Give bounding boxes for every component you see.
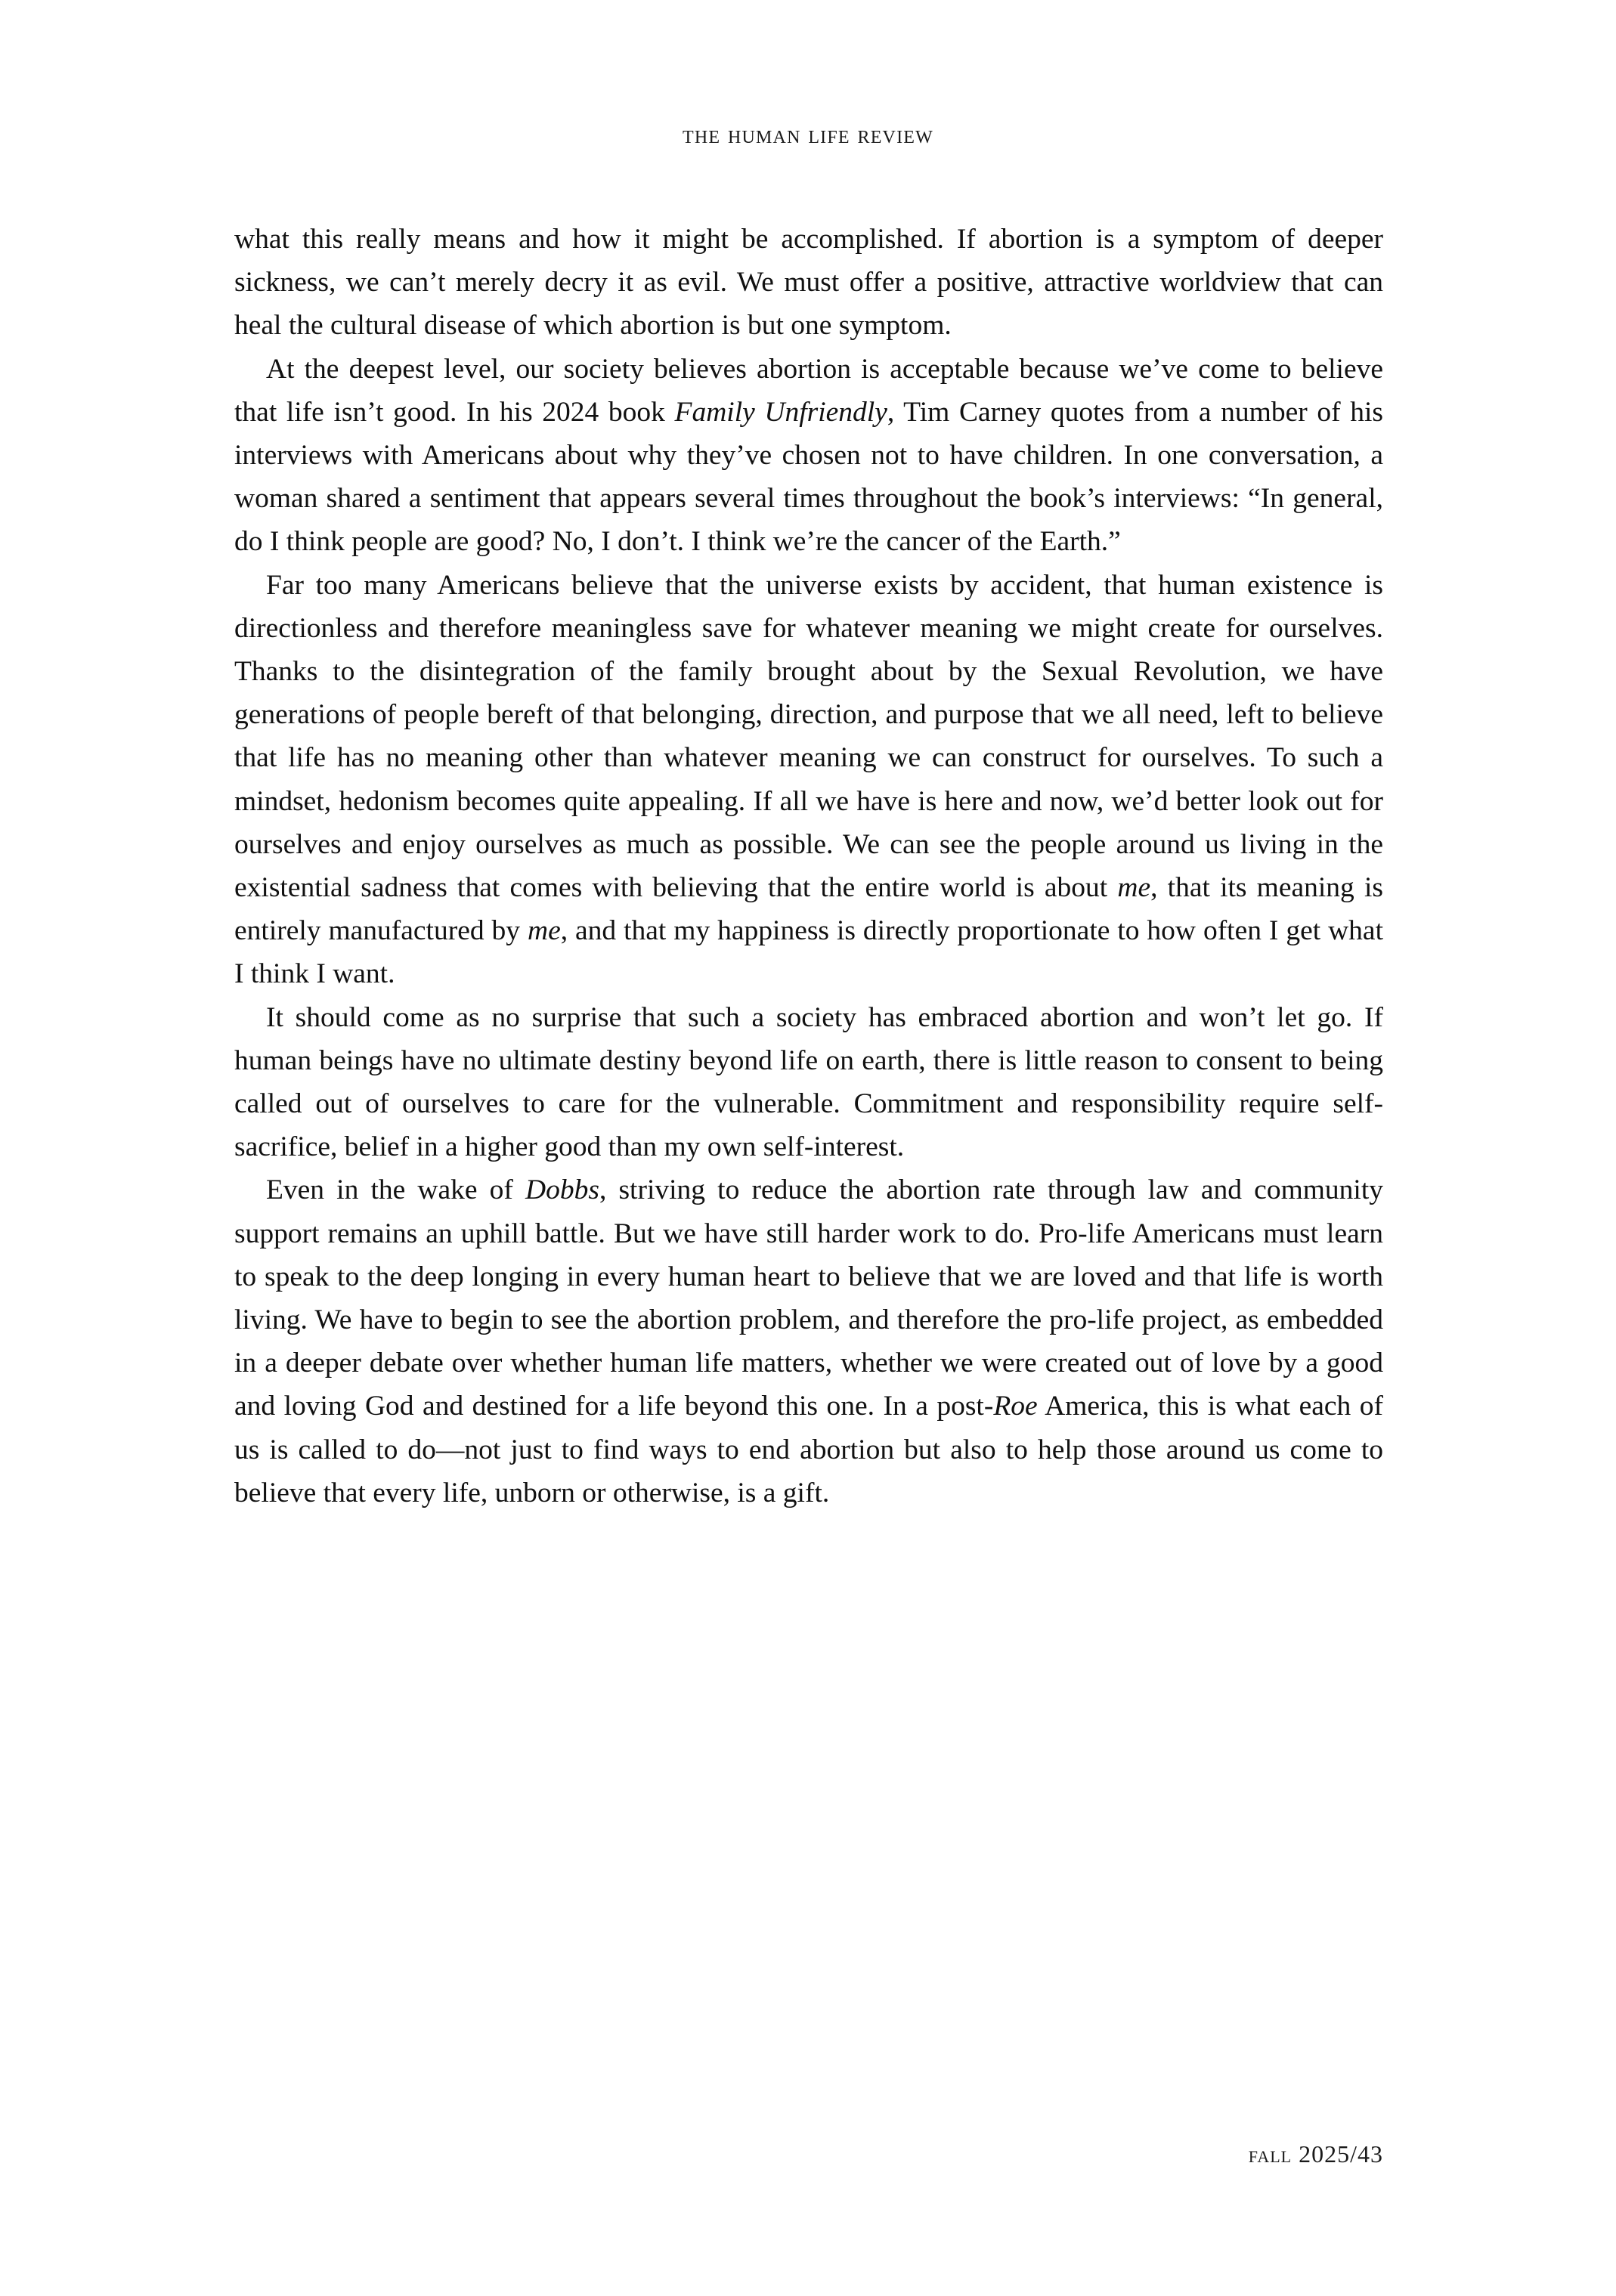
paragraph-3-text-part-3: , and that my happiness is directly proportionate to how often I get what I think I want. xyxy=(234,915,1383,990)
paragraph-3-text-part-2: , that its meaning is entirely manufactured by xyxy=(234,872,1383,947)
paragraph-2-text-before: At the deepest level, our society believes abortion is acceptable because we’ve come to believe that life isn’t good. In his 2024 book xyxy=(234,353,1383,428)
paragraph-5-text-part-1: Even in the wake of xyxy=(266,1174,526,1206)
paragraph-2-text-after: , Tim Carney quotes from a number of his interviews with Americans about why they’ve chosen not to have children. In one conversation, a woman shared a sentiment that appears several times throughout the book’s interviews: “In general, do I think people are good? No, I don’t. I think we’re the cancer of the Earth.” xyxy=(234,396,1383,558)
paragraph-4 xyxy=(234,996,1383,1169)
paragraph-5-text-part-3: America, this is what each of us is called to do—not just to find ways to end abortion but also to help those around us come to believe that every life, unborn or otherwise, is a gift. xyxy=(234,1391,1383,1508)
page-folio: fall 2025/43 xyxy=(1248,2140,1383,2168)
article-body xyxy=(234,218,1383,1515)
paragraph-1-text: what this really means and how it might be accomplished. If abortion is a symptom of deeper sickness, we can’t merely decry it as evil. We must offer a positive, attractive worldview that can heal the cultural disease of which abortion is but one symptom. xyxy=(234,224,1383,342)
paragraph-2 xyxy=(234,348,1383,564)
book-title-family-unfriendly: Family Unfriendly xyxy=(674,396,887,428)
paragraph-3 xyxy=(234,564,1383,996)
emphasis-me-second: me xyxy=(527,915,561,947)
paragraph-4-text: It should come as no surprise that such a society has embraced abortion and won’t let go. If human beings have no ultimate destiny beyond life on earth, there is little reason to consent to being called out of ourselves to care for the vulnerable. Commitment and responsibility require self-sacrifice, belief in a higher good than my own self-interest. xyxy=(234,1001,1383,1163)
running-head: the human life review xyxy=(683,121,933,149)
emphasis-me-first: me xyxy=(1117,872,1151,904)
paragraph-3-text-part-1: Far too many Americans believe that the universe exists by accident, that human existence is directionless and therefore meaningless save for whatever meaning we might create for ourselves. Thanks to the disintegration of the family brought about by the Sexual Revolution, we have generations of people bereft of that belonging, direction, and purpose that we all need, left to believe that life has no meaning other than whatever meaning we can construct for ourselves. To such a mindset, hedonism becomes quite appealing. If all we have is here and now, we’d better look out for ourselves and enjoy ourselves as much as possible. We can see the people around us living in the existential sadness that comes with believing that the entire world is about xyxy=(234,569,1383,904)
paragraph-5 xyxy=(234,1168,1383,1515)
paragraph-5-text-part-2: , striving to reduce the abortion rate through law and community support remains an uphill battle. But we have still harder work to do. Pro-life Americans must learn to speak to the deep longing in every human heart to believe that we are loved and that life is worth living. We have to begin to see the abortion problem, and therefore the pro-life project, as embedded in a deeper debate over whether human life matters, whether we were created out of love by a good and loving God and destined for a life beyond this one. In a post- xyxy=(234,1174,1383,1422)
paragraph-1 xyxy=(234,218,1383,348)
case-name-dobbs: Dobbs xyxy=(525,1174,599,1206)
case-name-roe: Roe xyxy=(993,1391,1038,1422)
